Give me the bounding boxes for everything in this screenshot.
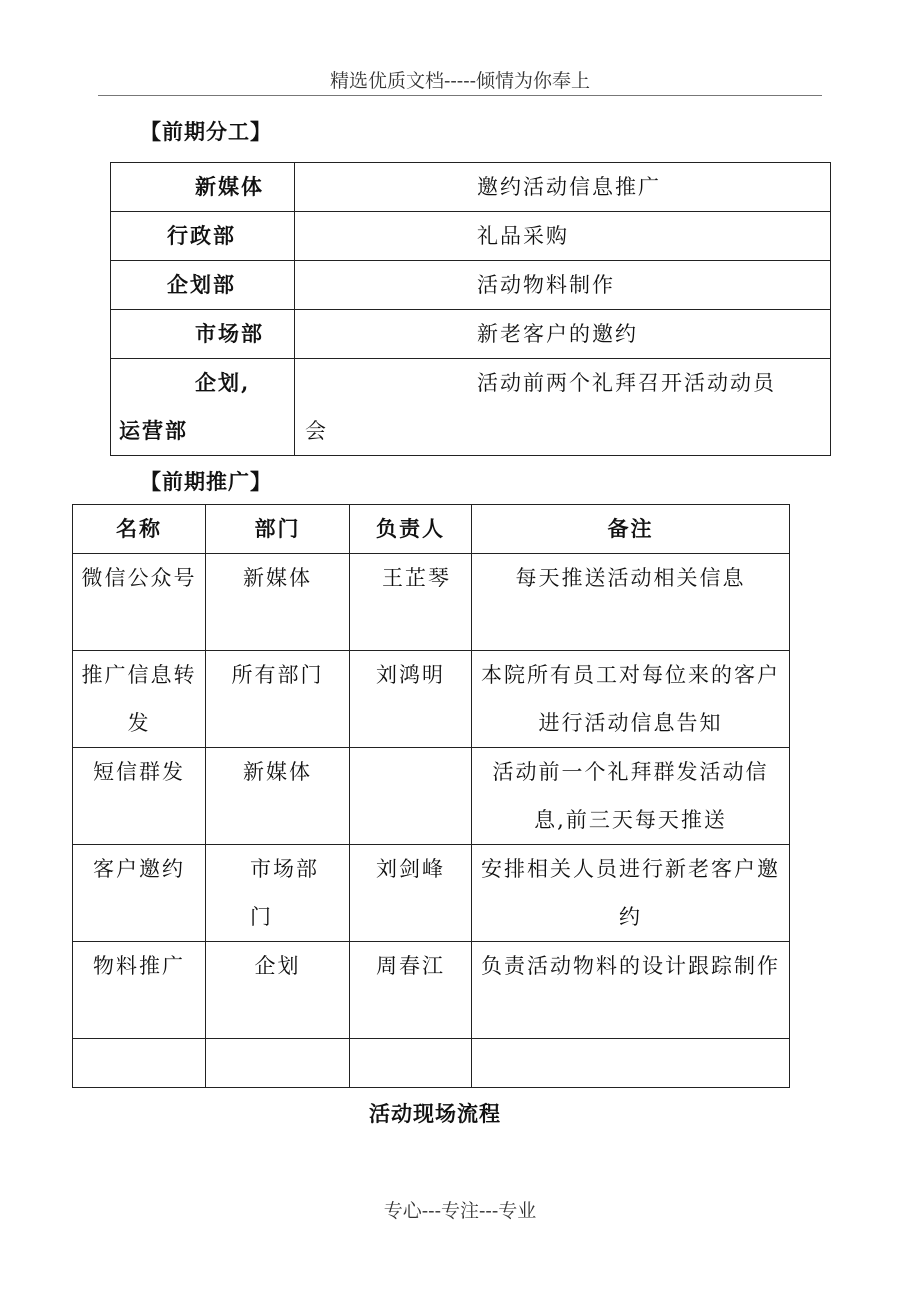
owner-cell: [350, 748, 472, 845]
table-header-row: [73, 505, 790, 554]
table-row: [111, 163, 831, 212]
promotion-table: [72, 504, 790, 1088]
empty-cell: [350, 1039, 472, 1088]
empty-cell: [206, 1039, 350, 1088]
page-header: 精选优质文档-----倾情为你奉上: [329, 70, 591, 92]
column-header-owner: 负责人: [350, 505, 472, 554]
table-row: [111, 261, 831, 310]
dept-cell: 企划部: [111, 261, 295, 310]
table-row: [73, 845, 790, 942]
table-row: [73, 651, 790, 748]
table-row: [73, 942, 790, 1039]
empty-cell: [73, 1039, 206, 1088]
owner-cell: 王芷琴: [350, 554, 472, 651]
dept-cell: 市场部: [111, 310, 295, 359]
dept-cell: 新媒体: [206, 554, 350, 651]
page-footer: 专心---专注---专业: [383, 1200, 537, 1222]
dept-cell: 新媒体: [206, 748, 350, 845]
table-row: [111, 359, 831, 456]
note-cell: 本院所有员工对每位来的客户进行活动信息告知: [472, 651, 790, 748]
owner-cell: 周春江: [350, 942, 472, 1039]
name-cell: 物料推广: [73, 942, 206, 1039]
dept-line: 企划,: [195, 370, 251, 395]
name-cell: 微信公众号: [73, 554, 206, 651]
empty-cell: [472, 1039, 790, 1088]
task-line: 会: [305, 419, 328, 443]
column-header-name: 名称: [73, 505, 206, 554]
header-rule: [98, 95, 822, 96]
dept-cell: [111, 359, 295, 456]
note-cell: 活动前一个礼拜群发活动信息,前三天每天推送: [472, 748, 790, 845]
note-cell: 负责活动物料的设计跟踪制作: [472, 942, 790, 1039]
task-line: 活动前两个礼拜召开活动动员: [477, 371, 776, 395]
name-cell: 短信群发: [73, 748, 206, 845]
dept-cell: 市场部门: [206, 845, 350, 942]
name-cell: 客户邀约: [73, 845, 206, 942]
table-row-empty: [73, 1039, 790, 1088]
column-header-note: 备注: [472, 505, 790, 554]
task-cell: 邀约活动信息推广: [295, 163, 831, 212]
owner-cell: 刘剑峰: [350, 845, 472, 942]
table-row: [73, 748, 790, 845]
owner-cell: 刘鸿明: [350, 651, 472, 748]
flow-title: 活动现场流程: [369, 1101, 501, 1126]
table-row: [111, 310, 831, 359]
dept-cell: 所有部门: [206, 651, 350, 748]
note-cell: 每天推送活动相关信息: [472, 554, 790, 651]
section-heading-promotion: 【前期推广】: [140, 469, 272, 494]
section-heading-division: 【前期分工】: [140, 119, 272, 144]
task-cell: 礼品采购: [295, 212, 831, 261]
name-cell: 推广信息转发: [73, 651, 206, 748]
task-cell: 活动物料制作: [295, 261, 831, 310]
dept-cell: 企划: [206, 942, 350, 1039]
task-cell: 新老客户的邀约: [295, 310, 831, 359]
dept-line: 运营部: [119, 418, 188, 443]
note-cell: 安排相关人员进行新老客户邀约: [472, 845, 790, 942]
column-header-dept: 部门: [206, 505, 350, 554]
table-row: [73, 554, 790, 651]
table-row: [111, 212, 831, 261]
division-table: [110, 162, 831, 456]
dept-cell: 行政部: [111, 212, 295, 261]
task-cell: [295, 359, 831, 456]
dept-cell: 新媒体: [111, 163, 295, 212]
